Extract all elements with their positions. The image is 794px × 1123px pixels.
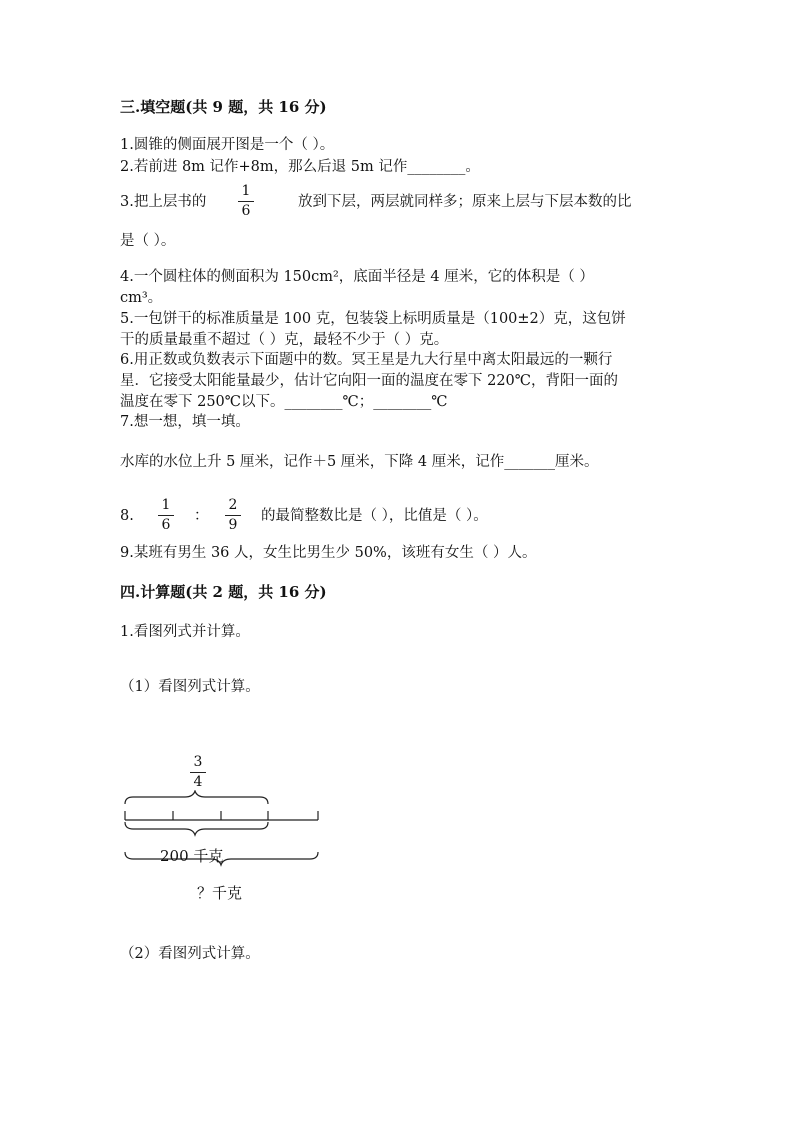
section4-title: 四.计算题(共 2 题，共 16 分) [120,583,327,601]
fraction-denominator: 6 [241,203,251,219]
calc-subquestion-1: （1）看图列式计算。 [120,679,260,695]
calc-question-1-title: 1.看图列式并计算。 [120,624,250,640]
question-7-title: 7.想一想，填一填。 [120,414,250,430]
question-8-suffix: 的最简整数比是（ ），比值是（ ）。 [261,508,488,524]
known-weight-label: 200 千克 [160,847,224,865]
question-8-colon: ： [194,508,209,524]
fraction-denominator: 4 [193,774,203,790]
question-3-fraction [235,183,257,220]
question-9: 9.某班有男生 36 人，女生比男生少 50%，该班有女生（ ）人。 [120,545,537,561]
fraction-bar [158,515,174,516]
question-6-line3: 温度在零下 250℃以下。________℃；________℃ [120,394,448,410]
question-6-line2: 星．它接受太阳能量最少，估计它向阳一面的温度在零下 220℃，背阳一面的 [120,373,619,389]
fraction-bar [190,772,206,773]
question-8-fraction-2 [222,497,244,534]
question-1: 1.圆锥的侧面展开图是一个（ ）。 [120,137,335,153]
question-7-body: 水库的水位上升 5 厘米，记作＋5 厘米，下降 4 厘米，记作_______厘米。 [120,454,599,470]
question-2: 2.若前进 8m 记作+8m，那么后退 5m 记作________。 [120,159,480,175]
fraction-bar [238,201,254,202]
known-brace [125,822,268,835]
question-8-fraction-1 [155,497,177,534]
fraction-bar [225,515,241,516]
fraction-numerator: 2 [228,497,238,513]
diagram-fraction [187,754,209,791]
question-5-line2: 干的质量最重不超过（ ）克，最轻不少于（ ）克。 [120,332,449,348]
question-4-line1: 4.一个圆柱体的侧面积为 150cm²，底面半径是 4 厘米，它的体积是（ ） [120,269,594,285]
fraction-numerator: 1 [241,183,251,199]
question-3-line2: 是（ ）。 [120,233,176,249]
section3-title: 三.填空题(共 9 题，共 16 分) [120,98,327,116]
question-5-line1: 5.一包饼干的标准质量是 100 克，包装袋上标明质量是（100±2）克，这包饼 [120,311,626,327]
fraction-denominator: 9 [228,517,238,533]
top-brace [125,791,268,804]
question-4-line2: cm³。 [120,290,163,306]
question-3-prefix: 3.把上层书的 [120,194,207,210]
fraction-numerator: 3 [193,754,203,770]
unknown-weight-label: ？千克 [197,884,243,902]
calc-subquestion-2: （2）看图列式计算。 [120,946,260,962]
fraction-denominator: 6 [161,517,171,533]
question-3-suffix: 放到下层，两层就同样多；原来上层与下层本数的比 [298,194,632,210]
question-8-label: 8. [120,508,134,524]
fraction-numerator: 1 [161,497,171,513]
question-6-line1: 6.用正数或负数表示下面题中的数。冥王星是九大行星中离太阳最远的一颗行 [120,352,613,368]
